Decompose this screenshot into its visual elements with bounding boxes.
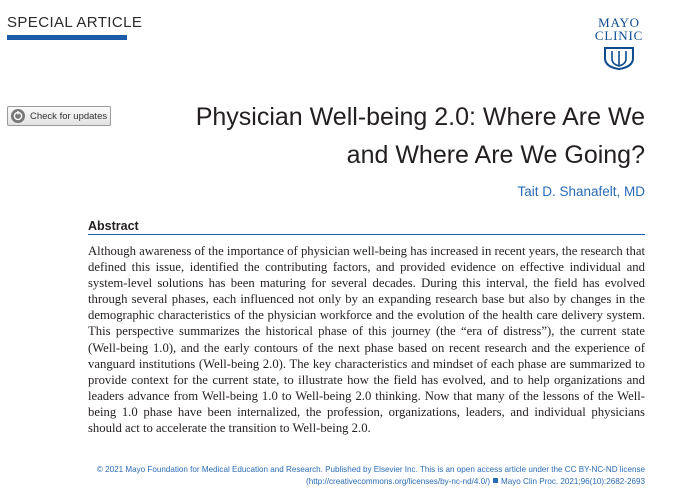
article-title-line-1: Physician Well-being 2.0: Where Are We bbox=[195, 103, 645, 131]
section-rule bbox=[7, 35, 127, 40]
check-for-updates-button[interactable] bbox=[7, 106, 111, 126]
copyright-footer bbox=[88, 464, 645, 488]
abstract-body: Although awareness of the importance of physician well-being has increased in recent years, the research that defined this issue, identified the contributing factors, and provided evidence on effective individual and system-level solutions has been maturing for several decades. During this interval, the field has evolved through several phases, each influenced not only by an expanding research base but also by changes in the demographic characteristics of the physician workforce and the evolution of the health care delivery system. This perspective summarizes the historical phase of this journey (the “era of distress”), the current state (Well-being 1.0), and the early contours of the next phase based on recent research and the experience of vanguard institutions (Well-being 2.0). The key characteristics and mindset of each phase are summarized to provide context for the current state, to illustrate how the field has evolved, and to help organizations and leaders advance from Well-being 1.0 to Well-being 2.0 thinking. Now that many of the lessons of the Well-being 1.0 phase have been internalized, the profession, organizations, leaders, and individual physicians should act to accelerate the transition to Well-being 2.0. bbox=[88, 244, 645, 436]
logo-text-clinic: CLINIC bbox=[594, 28, 644, 43]
author-name[interactable]: Tait D. Shanafelt, MD bbox=[517, 184, 645, 199]
check-for-updates-label: Check for updates bbox=[30, 110, 108, 122]
abstract-heading: Abstract bbox=[88, 219, 139, 233]
section-label: SPECIAL ARTICLE bbox=[7, 14, 143, 31]
license-and-citation-line bbox=[88, 476, 645, 488]
separator-square-icon bbox=[493, 478, 498, 483]
copyright-line: © 2021 Mayo Foundation for Medical Education and Research. Published by Elsevier Inc. This is an open access article under the CC BY-NC-ND license bbox=[96, 465, 645, 474]
article-title-line-2: and Where Are We Going? bbox=[346, 141, 645, 169]
logo-text-mayo: MAYO bbox=[598, 15, 640, 30]
article-title bbox=[125, 98, 645, 174]
license-url-link[interactable]: (http://creativecommons.org/licenses/by-nc-nd/4.0/) bbox=[306, 477, 491, 486]
check-circle-icon bbox=[11, 109, 25, 123]
abstract-divider bbox=[88, 234, 645, 235]
journal-logo bbox=[588, 16, 650, 70]
citation-text: Mayo Clin Proc. 2021;96(10):2682-2693 bbox=[501, 477, 645, 486]
mayo-shield-icon bbox=[602, 46, 636, 70]
